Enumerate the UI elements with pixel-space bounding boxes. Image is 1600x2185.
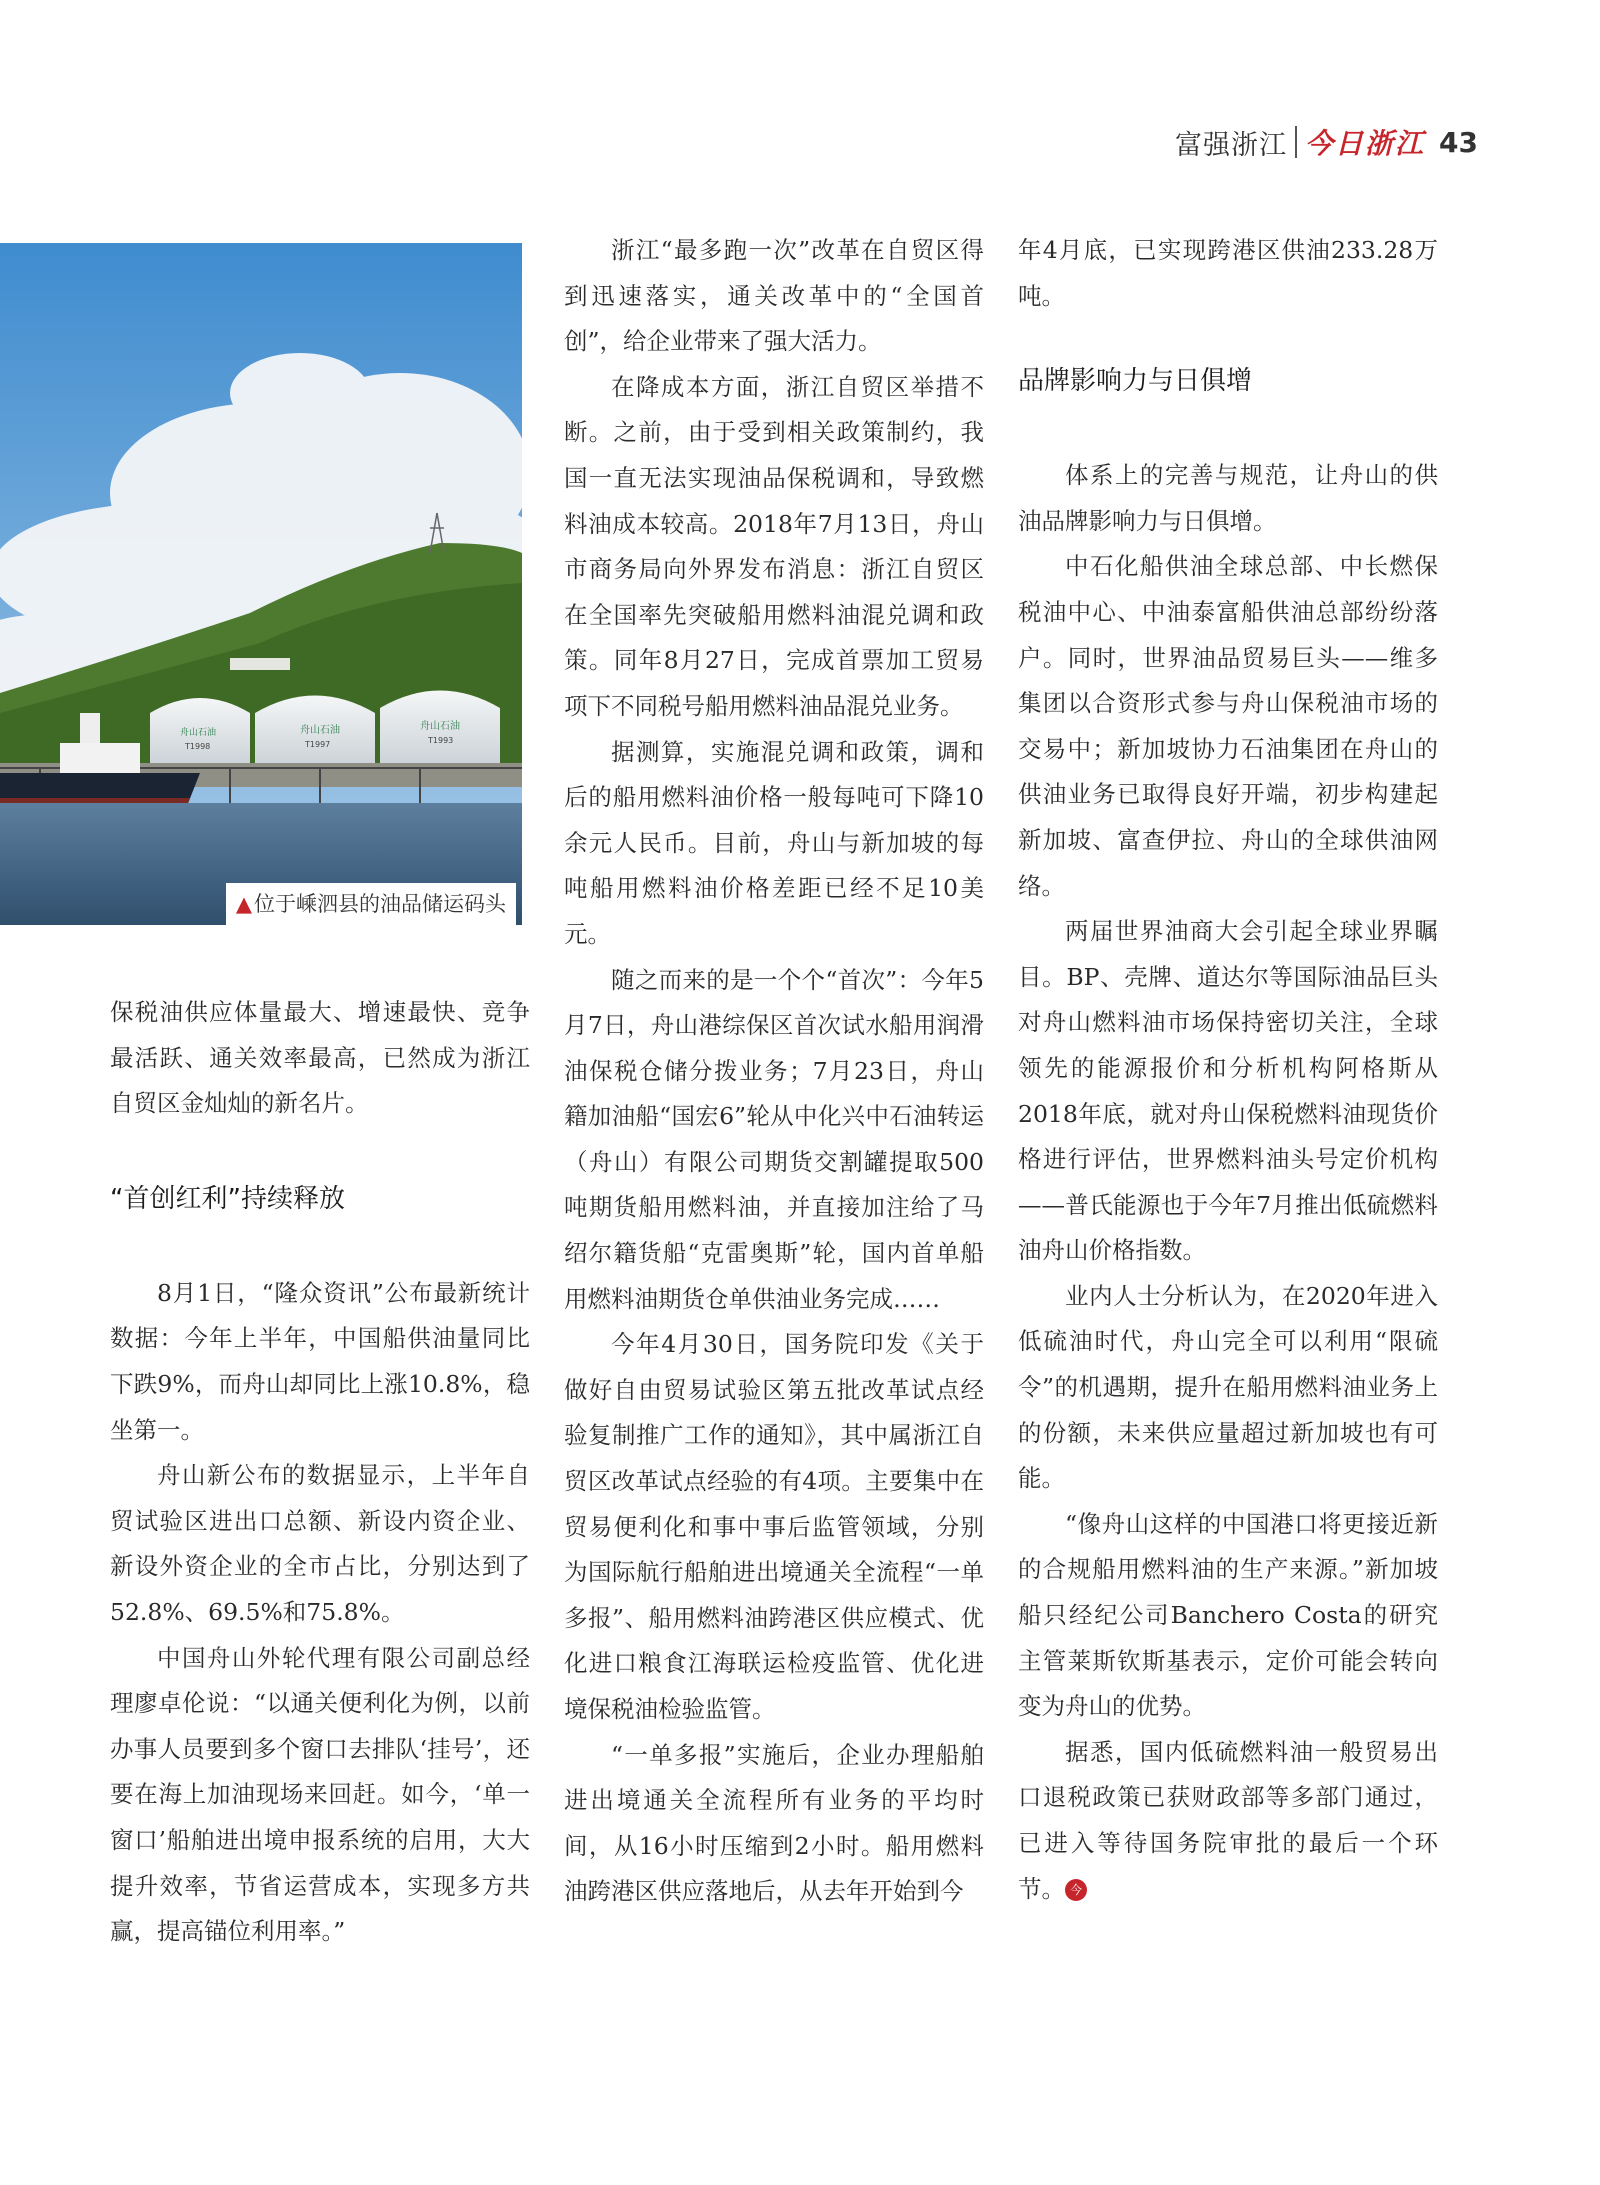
paragraph: 中国舟山外轮代理有限公司副总经理廖卓伦说：“以通关便利化为例，以前办事人员要到多个窗口去排队‘挂号’，还要在海上加油现场来回赶。如今，‘单一窗口’船舶进出境申报系统的启用，大大提升效率，节省运营成本，实现多方共赢，提高锚位利用率。” bbox=[110, 1643, 530, 1946]
paragraph: 8月1日，“隆众资讯”公布最新统计数据：今年上半年，中国船供油量同比下跌9%，而舟山却同比上涨10.8%，稳坐第一。 bbox=[110, 1278, 530, 1444]
svg-text:T1997: T1997 bbox=[305, 740, 331, 749]
paragraph: 今年4月30日，国务院印发《关于做好自由贸易试验区第五批改革试点经验复制推广工作的通知》，其中属浙江自贸区改革试点经验的有4项。主要集中在贸易便利化和事中事后监管领域，分别为国际航行船舶进出境通关全流程“一单多报”、船用燃料油跨港区供应模式、优化进口粮食江海联运检疫监管、优化进境保税油检验监管。 bbox=[564, 1330, 984, 1723]
paragraph: 业内人士分析认为，在2020年进入低硫油时代，舟山完全可以利用“限硫令”的机遇期，提升在船用燃料油业务上的份额，未来供应量超过新加坡也有可能。 bbox=[1018, 1281, 1438, 1493]
svg-text:舟山石油: 舟山石油 bbox=[420, 721, 460, 732]
photo-caption bbox=[226, 883, 516, 925]
header-divider bbox=[1295, 126, 1297, 158]
paragraph: 年4月底，已实现跨港区供油233.28万吨。 bbox=[1018, 236, 1438, 310]
paragraph: “一单多报”实施后，企业办理船舶进出境通关全流程所有业务的平均时间，从16小时压缩到2小时。船用燃料油跨港区供应落地后，从去年开始到今 bbox=[564, 1740, 984, 1906]
section-heading-first-dividend: “首创红利”持续释放 bbox=[110, 1183, 345, 1214]
column-1 bbox=[110, 990, 530, 1955]
page-number: 43 bbox=[1439, 125, 1478, 159]
photo-oil-terminal bbox=[0, 243, 522, 925]
caption-text: 位于嵊泗县的油品储运码头 bbox=[254, 892, 506, 916]
svg-text:T1998: T1998 bbox=[185, 742, 211, 751]
oil-tanks bbox=[150, 691, 500, 774]
paragraph-text: 据悉，国内低硫燃料油一般贸易出口退税政策已获财政部等多部门通过，已进入等待国务院审批的最后一个环节。 bbox=[1018, 1737, 1438, 1903]
paragraph: 在降成本方面，浙江自贸区举措不断。之前，由于受到相关政策制约，我国一直无法实现油品保税调和，导致燃料油成本较高。2018年7月13日，舟山市商务局向外界发布消息：浙江自贸区在全国率先突破船用燃料油混兑调和政策。同年8月27日，完成首票加工贸易项下不同税号船用燃料油品混兑业务。 bbox=[564, 372, 984, 720]
section-title: 富强浙江 bbox=[1175, 129, 1288, 161]
caption-triangle-icon: ▲ bbox=[235, 892, 252, 916]
page-header bbox=[1175, 122, 1478, 162]
svg-text:舟山石油: 舟山石油 bbox=[300, 725, 340, 736]
column-3 bbox=[1018, 228, 1438, 1912]
paragraph: 据测算，实施混兑调和政策，调和后的船用燃料油价格一般每吨可下降10余元人民币。目前，舟山与新加坡的每吨船用燃料油价格差距已经不足10美元。 bbox=[564, 737, 984, 948]
paragraph: 体系上的完善与规范，让舟山的供油品牌影响力与日俱增。 bbox=[1018, 461, 1438, 535]
paragraph: 舟山新公布的数据显示，上半年自贸试验区进出口总额、新设内资企业、新设外资企业的全市占比，分别达到了52.8%、69.5%和75.8%。 bbox=[110, 1461, 530, 1626]
end-mark-icon: 今 bbox=[1065, 1879, 1087, 1901]
paragraph: 随之而来的是一个个“首次”：今年5月7日，舟山港综保区首次试水船用润滑油保税仓储分拨业务；7月23日，舟山籍加油船“国宏6”轮从中化兴中石油转运（舟山）有限公司期货交割罐提取500吨期货船用燃料油，并直接加注给了马绍尔籍货船“克雷奥斯”轮，国内首单船用燃料油期货仓单供油业务完成…… bbox=[564, 965, 984, 1313]
magazine-logo: 今日浙江 bbox=[1305, 127, 1426, 160]
building bbox=[230, 658, 290, 670]
paragraph: 浙江“最多跑一次”改革在自贸区得到迅速落实，通关改革中的“全国首创”，给企业带来了强大活力。 bbox=[564, 236, 984, 356]
column-2 bbox=[564, 228, 984, 1915]
paragraph-final bbox=[1018, 1730, 1438, 1912]
svg-text:舟山石油: 舟山石油 bbox=[180, 728, 217, 738]
svg-text:T1993: T1993 bbox=[428, 736, 454, 745]
paragraph: 两届世界油商大会引起全球业界瞩目。BP、壳牌、道达尔等国际油品巨头对舟山燃料油市场保持密切关注，全球领先的能源报价和分析机构阿格斯从2018年底，就对舟山保税燃料油现货价格进行评估，世界燃料油头号定价机构——普氏能源也于今年7月推出低硫燃料油舟山价格指数。 bbox=[1018, 917, 1438, 1265]
paragraph: 中石化船供油全球总部、中长燃保税油中心、中油泰富船供油总部纷纷落户。同时，世界油品贸易巨头——维多集团以合资形式参与舟山保税油市场的交易中；新加坡协力石油集团在舟山的供油业务已取得良好开端，初步构建起新加坡、富查伊拉、舟山的全球供油网络。 bbox=[1018, 552, 1438, 900]
paragraph: “像舟山这样的中国港口将更接近新的合规船用燃料油的生产来源。”新加坡船只经纪公司Banchero Costa的研究主管莱斯钦斯基表示，定价可能会转向变为舟山的优势。 bbox=[1018, 1509, 1438, 1721]
photo-illustration bbox=[0, 243, 522, 925]
paragraph: 保税油供应体量最大、增速最快、竞争最活跃、通关效率最高，已然成为浙江自贸区金灿灿的新名片。 bbox=[110, 998, 530, 1118]
section-heading-brand-influence: 品牌影响力与日俱增 bbox=[1018, 366, 1253, 397]
